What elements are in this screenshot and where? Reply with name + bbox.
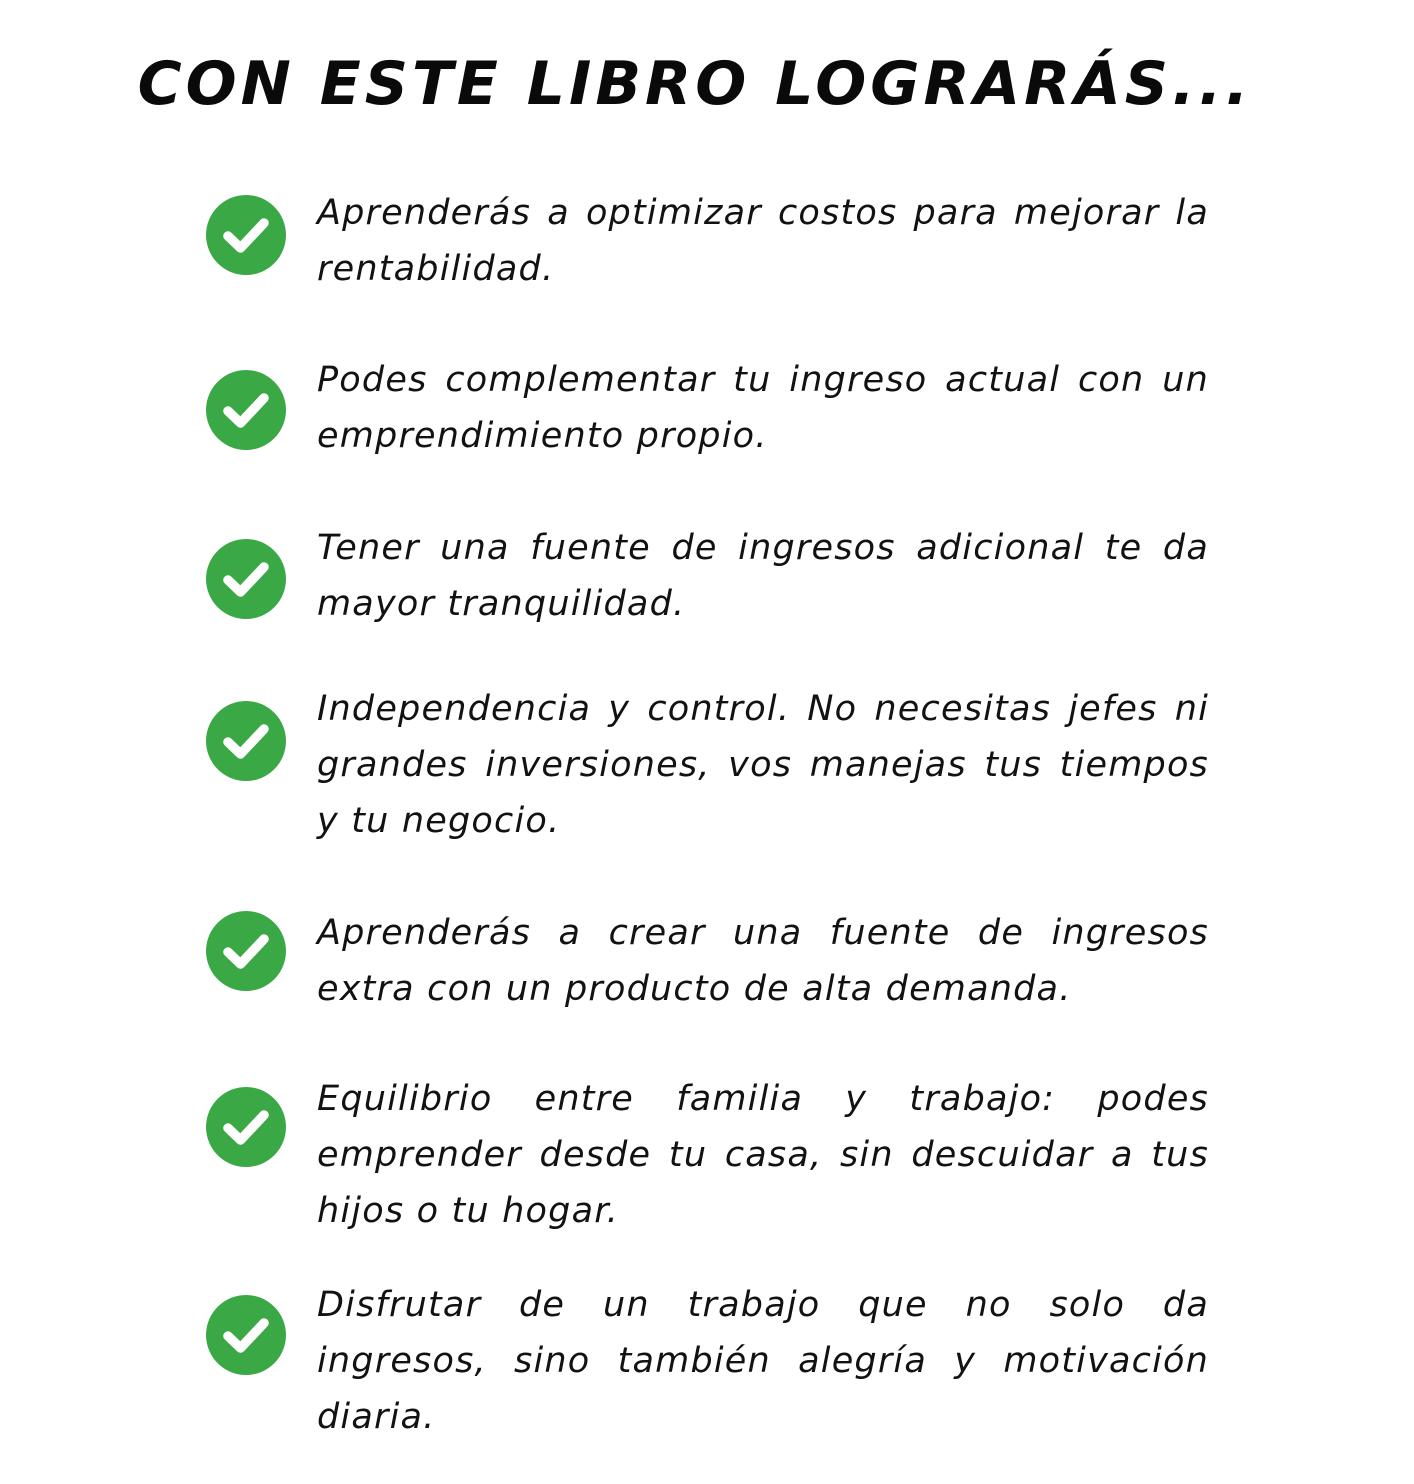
benefit-text: Podes complementar tu ingreso actual con un emprendimiento propio. xyxy=(317,360,1209,456)
benefit-text: Aprenderás a optimizar costos para mejorar la rentabilidad. xyxy=(317,193,1209,289)
benefit-text: Disfrutar de un trabajo que no solo da ingresos, sino también alegría y motivación diaria. xyxy=(317,1285,1209,1437)
benefit-text: Equilibrio entre familia y trabajo: podes emprender desde tu casa, sin descuidar a tus hijos o tu hogar. xyxy=(317,1079,1209,1231)
check-circle-icon xyxy=(205,700,287,782)
benefit-text: Independencia y control. No necesitas jefes ni grandes inversiones, vos manejas tus tiempos y tu negocio. xyxy=(317,689,1209,841)
check-circle-icon xyxy=(205,1294,287,1376)
check-circle-icon xyxy=(205,1086,287,1168)
page-title: CON ESTE LIBRO LOGRARÁS... xyxy=(137,49,1253,119)
check-circle-icon xyxy=(205,369,287,451)
check-circle-icon xyxy=(205,194,287,276)
check-circle-icon xyxy=(205,910,287,992)
benefit-text: Aprenderás a crear una fuente de ingresos extra con un producto de alta demanda. xyxy=(317,913,1209,1009)
benefit-text: Tener una fuente de ingresos adicional te da mayor tranquilidad. xyxy=(317,528,1209,624)
check-circle-icon xyxy=(205,538,287,620)
